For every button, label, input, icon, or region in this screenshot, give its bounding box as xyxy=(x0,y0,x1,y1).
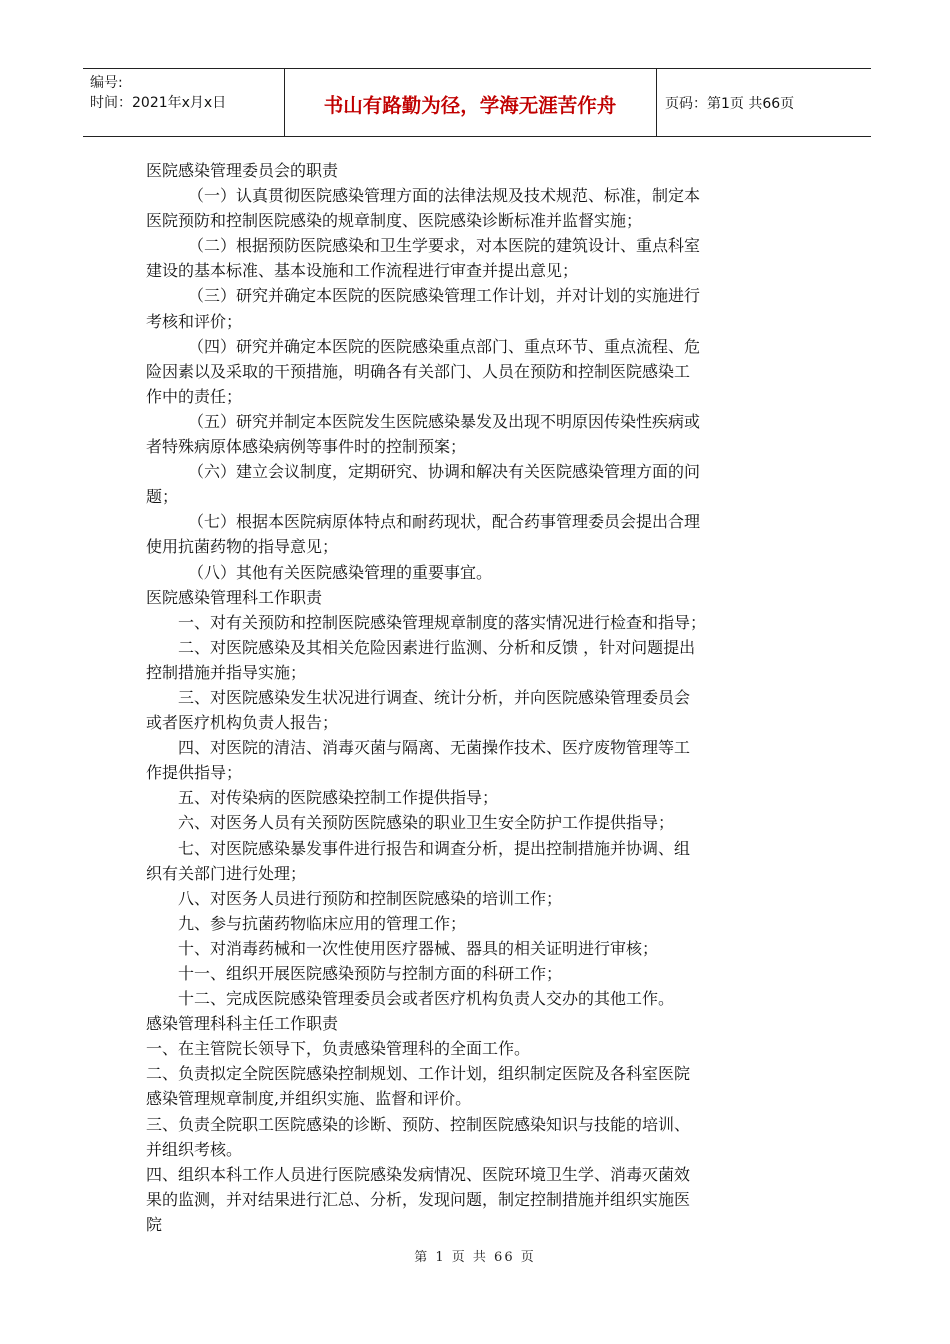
text-line: 控制措施并指导实施； xyxy=(146,662,307,682)
text-line: 十一、组织开展医院感染预防与控制方面的科研工作； xyxy=(178,964,563,983)
header-top-rule xyxy=(83,68,871,69)
text-line: （五）研究并制定本医院发生医院感染暴发及出现不明原因传染性疾病或 xyxy=(188,411,701,431)
header-motto: 书山有路勤为径，学海无涯苦作舟 xyxy=(323,94,617,117)
header-page-label: 页码：第1页 共66页 xyxy=(665,96,795,112)
text-line: 六、对医务人员有关预防医院感染的职业卫生安全防护工作提供指导； xyxy=(178,813,675,833)
page-footer: 第 1 页 共 66 页 xyxy=(414,1250,536,1265)
text-line: 或者医疗机构负责人报告； xyxy=(146,713,339,733)
text-line: 险因素以及采取的干预措施，明确各有关部门、人员在预防和控制医院感染工 xyxy=(146,361,691,381)
text-line: 题； xyxy=(146,487,179,507)
text-line: （一）认真贯彻医院感染管理方面的法律法规及技术规范、标准，制定本 xyxy=(188,186,701,206)
text-line: 并组织考核。 xyxy=(146,1139,243,1159)
text-line: 果的监测，并对结果进行汇总、分析，发现问题，制定控制措施并组织实施医 xyxy=(146,1189,691,1209)
header-bottom-rule xyxy=(83,136,871,137)
text-line: 九、参与抗菌药物临床应用的管理工作； xyxy=(178,913,467,933)
text-line: 医院感染管理委员会的职责 xyxy=(146,161,339,180)
text-line: 建设的基本标准、基本设施和工作流程进行审查并提出意见； xyxy=(146,261,579,281)
text-line: 一、在主管院长领导下，负责感染管理科的全面工作。 xyxy=(146,1039,531,1059)
serial-number-label: 编号: xyxy=(90,75,123,91)
text-line: 感染管理科科主任工作职责 xyxy=(146,1014,339,1034)
text-line: 一、对有关预防和控制医院感染管理规章制度的落实情况进行检查和指导； xyxy=(178,612,707,632)
text-line: （八）其他有关医院感染管理的重要事宜。 xyxy=(188,562,493,582)
text-line: 二、对医院感染及其相关危险因素进行监测、分析和反馈 ，针对问题提出 xyxy=(178,637,696,657)
text-line: 医院预防和控制医院感染的规章制度、医院感染诊断标准并监督实施； xyxy=(146,211,643,231)
text-line: （二）根据预防医院感染和卫生学要求，对本医院的建筑设计、重点科室 xyxy=(188,236,701,256)
text-line: 十、对消毒药械和一次性使用医疗器械、器具的相关证明进行审核； xyxy=(178,938,659,958)
text-line: 织有关部门进行处理； xyxy=(146,863,307,883)
text-line: 四、对医院的清洁、消毒灭菌与隔离、无菌操作技术、医疗废物管理等工 xyxy=(178,738,691,758)
text-line: 作中的责任； xyxy=(146,386,243,406)
text-line: （四）研究并确定本医院的医院感染重点部门、重点环节、重点流程、危 xyxy=(188,336,701,356)
text-line: 作提供指导； xyxy=(146,763,243,783)
text-line: 院 xyxy=(146,1214,163,1234)
text-line: 八、对医务人员进行预防和控制医院感染的培训工作； xyxy=(178,888,563,908)
text-line: 三、对医院感染发生状况进行调查、统计分析，并向医院感染管理委员会 xyxy=(178,687,691,707)
date-label: 时间：2021年x月x日 xyxy=(90,95,227,111)
text-line: 十二、完成医院感染管理委员会或者医疗机构负责人交办的其他工作。 xyxy=(178,989,675,1009)
text-line: 者特殊病原体感染病例等事件时的控制预案； xyxy=(146,437,467,457)
text-line: 使用抗菌药物的指导意见； xyxy=(146,537,339,557)
text-line: （三）研究并确定本医院的医院感染管理工作计划，并对计划的实施进行 xyxy=(188,286,701,306)
text-line: 三、负责全院职工医院感染的诊断、预防、控制医院感染知识与技能的培训、 xyxy=(146,1114,691,1134)
text-line: （七）根据本医院病原体特点和耐药现状，配合药事管理委员会提出合理 xyxy=(188,512,701,532)
text-line: 考核和评价； xyxy=(146,311,243,331)
document-body xyxy=(146,158,806,1237)
text-line: 七、对医院感染暴发事件进行报告和调查分析，提出控制措施并协调、组 xyxy=(178,838,691,858)
text-line: 四、组织本科工作人员进行医院感染发病情况、医院环境卫生学、消毒灭菌效 xyxy=(146,1164,691,1184)
text-line: 五、对传染病的医院感染控制工作提供指导； xyxy=(178,788,499,808)
text-line: 医院感染管理科工作职责 xyxy=(146,587,323,607)
text-line: 二、负责拟定全院医院感染控制规划、工作计划，组织制定医院及各科室医院 xyxy=(146,1064,691,1084)
header-divider-right xyxy=(656,68,657,136)
text-line: 感染管理规章制度,并组织实施、监督和评价。 xyxy=(146,1089,472,1109)
text-line: （六）建立会议制度，定期研究、协调和解决有关医院感染管理方面的问 xyxy=(188,462,701,482)
